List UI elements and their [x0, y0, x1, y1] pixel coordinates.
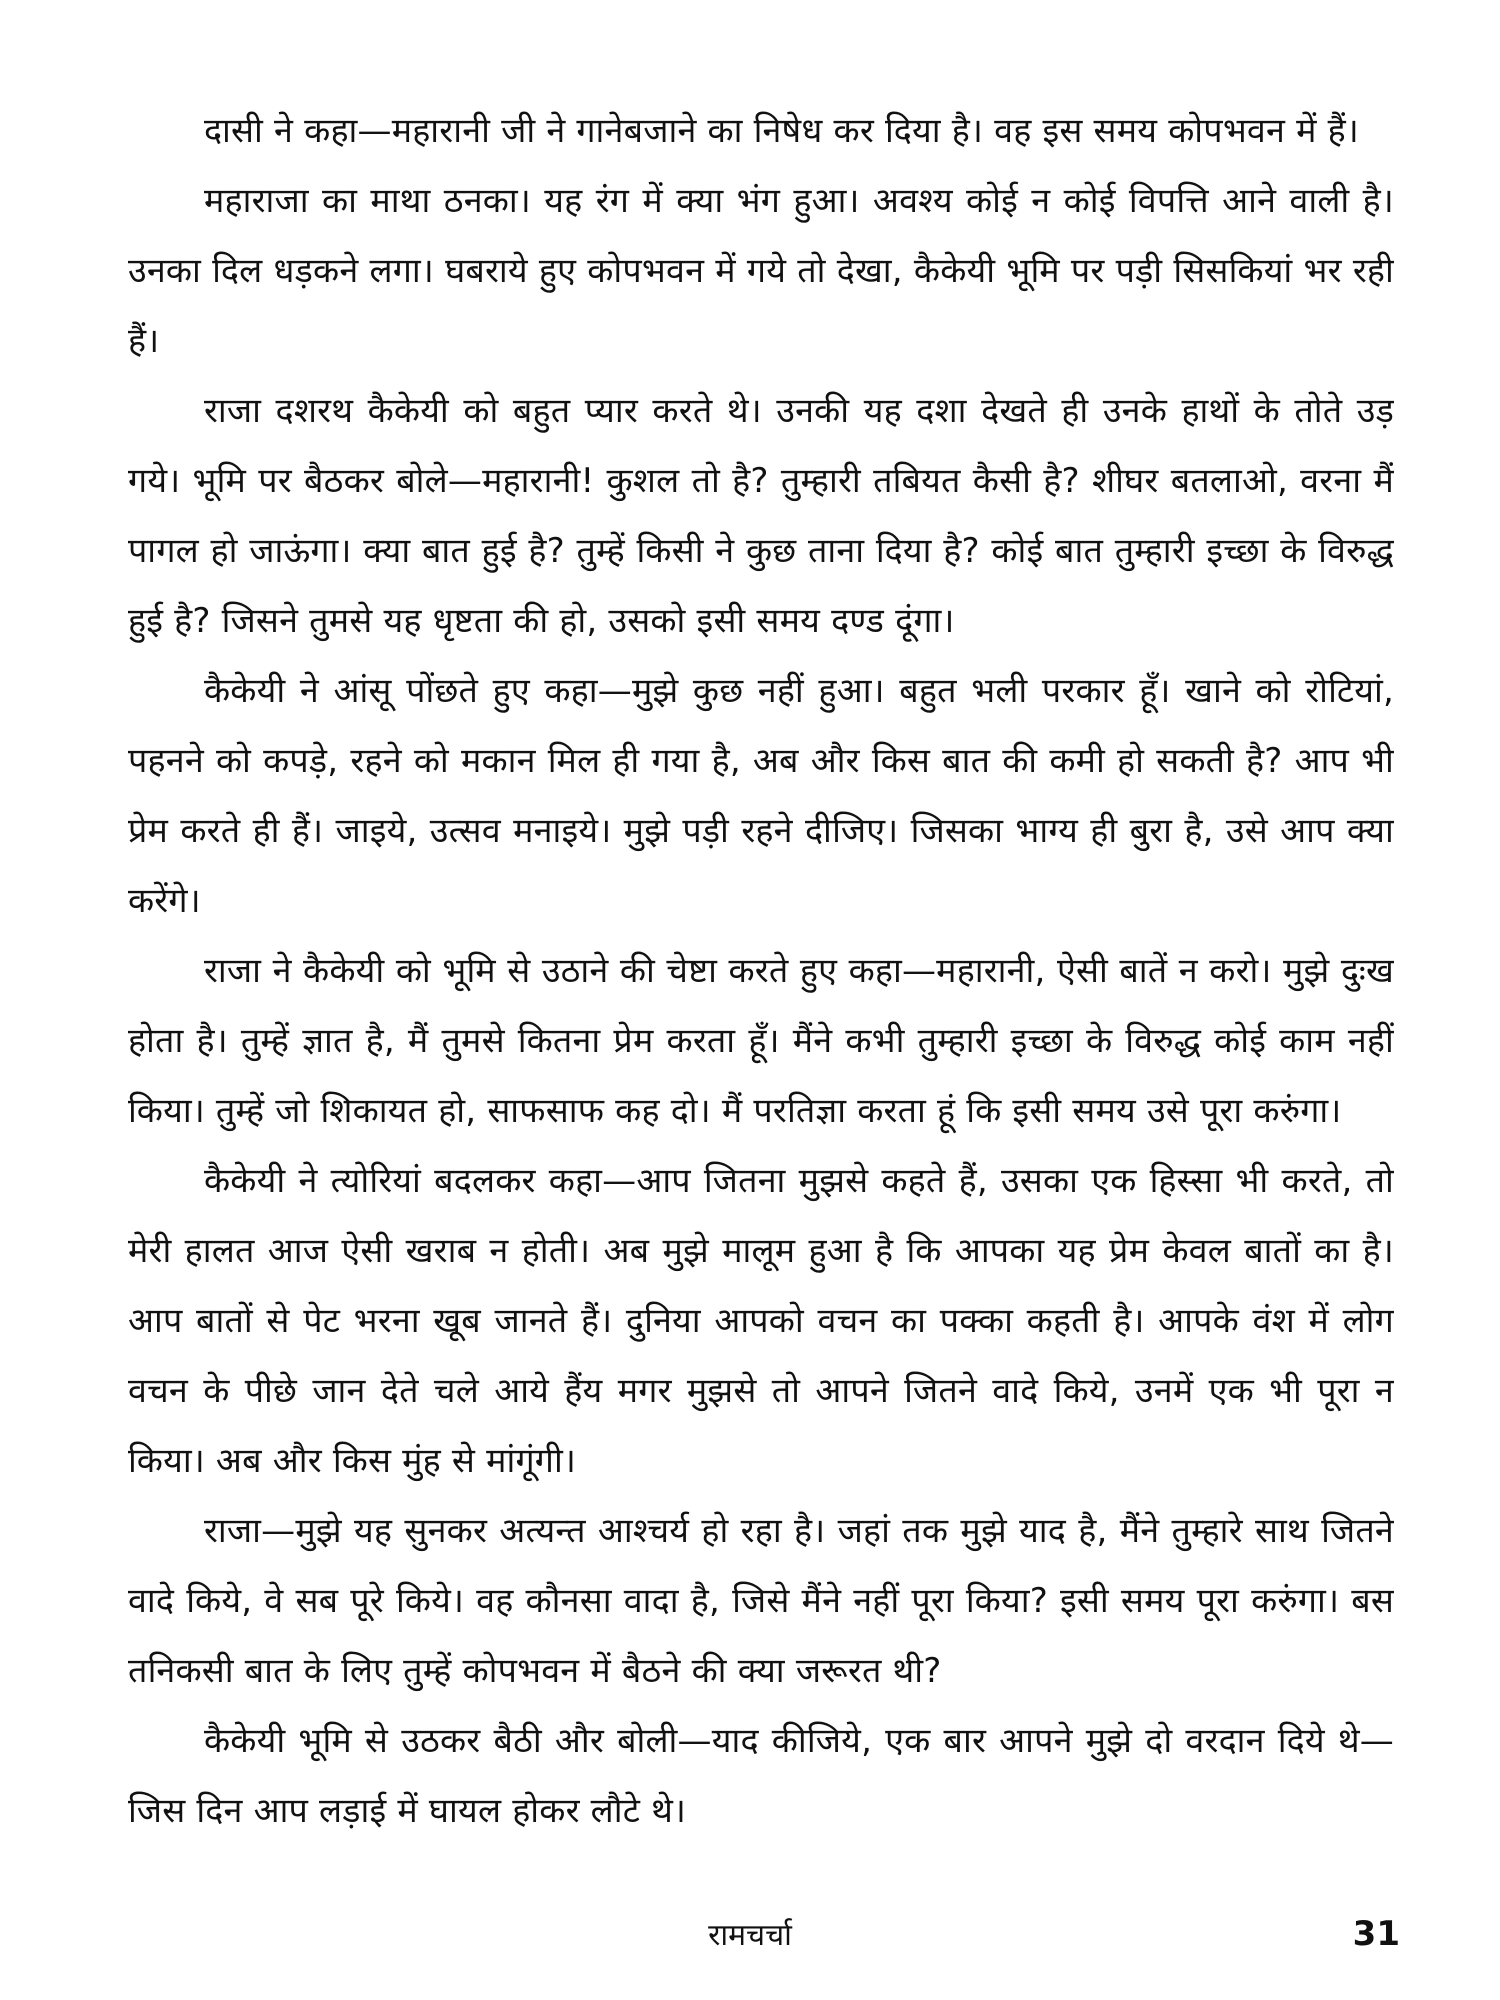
running-footer-title: रामचर्चा: [708, 1918, 792, 1953]
paragraph-7: राजा—मुझे यह सुनकर अत्यन्त आश्चर्य हो रहा है। जहां तक मुझे याद है, मैंने तुम्हारे साथ जितने वादे किये, वे सब पूरे किये। वह कौनसा वादा है, जिसे मैंने नहीं पूरा किया? इसी समय पूरा करुंगा। बस तनिकसी बात के लिए तुम्हें कोपभवन में बैठने की क्या जरूरत थी?: [128, 1511, 1394, 1691]
paragraph-8: कैकेयी भूमि से उठकर बैठी और बोली—याद कीजिये, एक बार आपने मुझे दो वरदान दिये थे—जिस दिन आप लड़ाई में घायल होकर लौटे थे।: [128, 1721, 1394, 1831]
paragraph-3: राजा दशरथ कैकेयी को बहुत प्यार करते थे। उनकी यह दशा देखते ही उनके हाथों के तोते उड़ गये। भूमि पर बैठकर बोले—महारानी! कुशल तो है? तुम्हारी तबियत कैसी है? शीघर बतलाओ, वरना मैं पागल हो जाऊंगा। क्या बात हुई है? तुम्हें किसी ने कुछ ताना दिया है? कोई बात तुम्हारी इच्छा के विरुद्ध हुई है? जिसने तुमसे यह धृष्टता की हो, उसको इसी समय दण्ड दूंगा।: [128, 391, 1394, 641]
paragraph-1: दासी ने कहा—महारानी जी ने गानेबजाने का निषेध कर दिया है। वह इस समय कोपभवन में हैं।: [204, 111, 1359, 151]
paragraph-2: महाराजा का माथा ठनका। यह रंग में क्या भंग हुआ। अवश्य कोई न कोई विपत्ति आने वाली है। उनका दिल धड़कने लगा। घबराये हुए कोपभवन में गये तो देखा, कैकेयी भूमि पर पड़ी सिसकियां भर रही हैं।: [128, 181, 1394, 361]
page-number: 31: [1352, 1914, 1400, 1954]
paragraph-6: कैकेयी ने त्योरियां बदलकर कहा—आप जितना मुझसे कहते हैं, उसका एक हिस्सा भी करते, तो मेरी हालत आज ऐसी खराब न होती। अब मुझे मालूम हुआ है कि आपका यह प्रेम केवल बातों का है। आप बातों से पेट भरना खूब जानते हैं। दुनिया आपको वचन का पक्का कहती है। आपके वंश में लोग वचन के पीछे जान देते चले आये हैंय मगर मुझसे तो आपने जितने वादे किये, उनमें एक भी पूरा न किया। अब और किस मुंह से मांगूंगी।: [128, 1161, 1394, 1481]
paragraph-5: राजा ने कैकेयी को भूमि से उठाने की चेष्टा करते हुए कहा—महारानी, ऐसी बातें न करो। मुझे दुःख होता है। तुम्हें ज्ञात है, मैं तुमसे कितना प्रेम करता हूँ। मैंने कभी तुम्हारी इच्छा के विरुद्ध कोई काम नहीं किया। तुम्हें जो शिकायत हो, साफसाफ कह दो। मैं परतिज्ञा करता हूं कि इसी समय उसे पूरा करुंगा।: [128, 951, 1394, 1131]
paragraph-4: कैकेयी ने आंसू पोंछते हुए कहा—मुझे कुछ नहीं हुआ। बहुत भली परकार हूँ। खाने को रोटियां, पहनने को कपड़े, रहने को मकान मिल ही गया है, अब और किस बात की कमी हो सकती है? आप भी प्रेम करते ही हैं। जाइये, उत्सव मनाइये। मुझे पड़ी रहने दीजिए। जिसका भाग्य ही बुरा है, उसे आप क्या करेंगे।: [128, 671, 1394, 921]
page-body-text: [128, 96, 1394, 1836]
